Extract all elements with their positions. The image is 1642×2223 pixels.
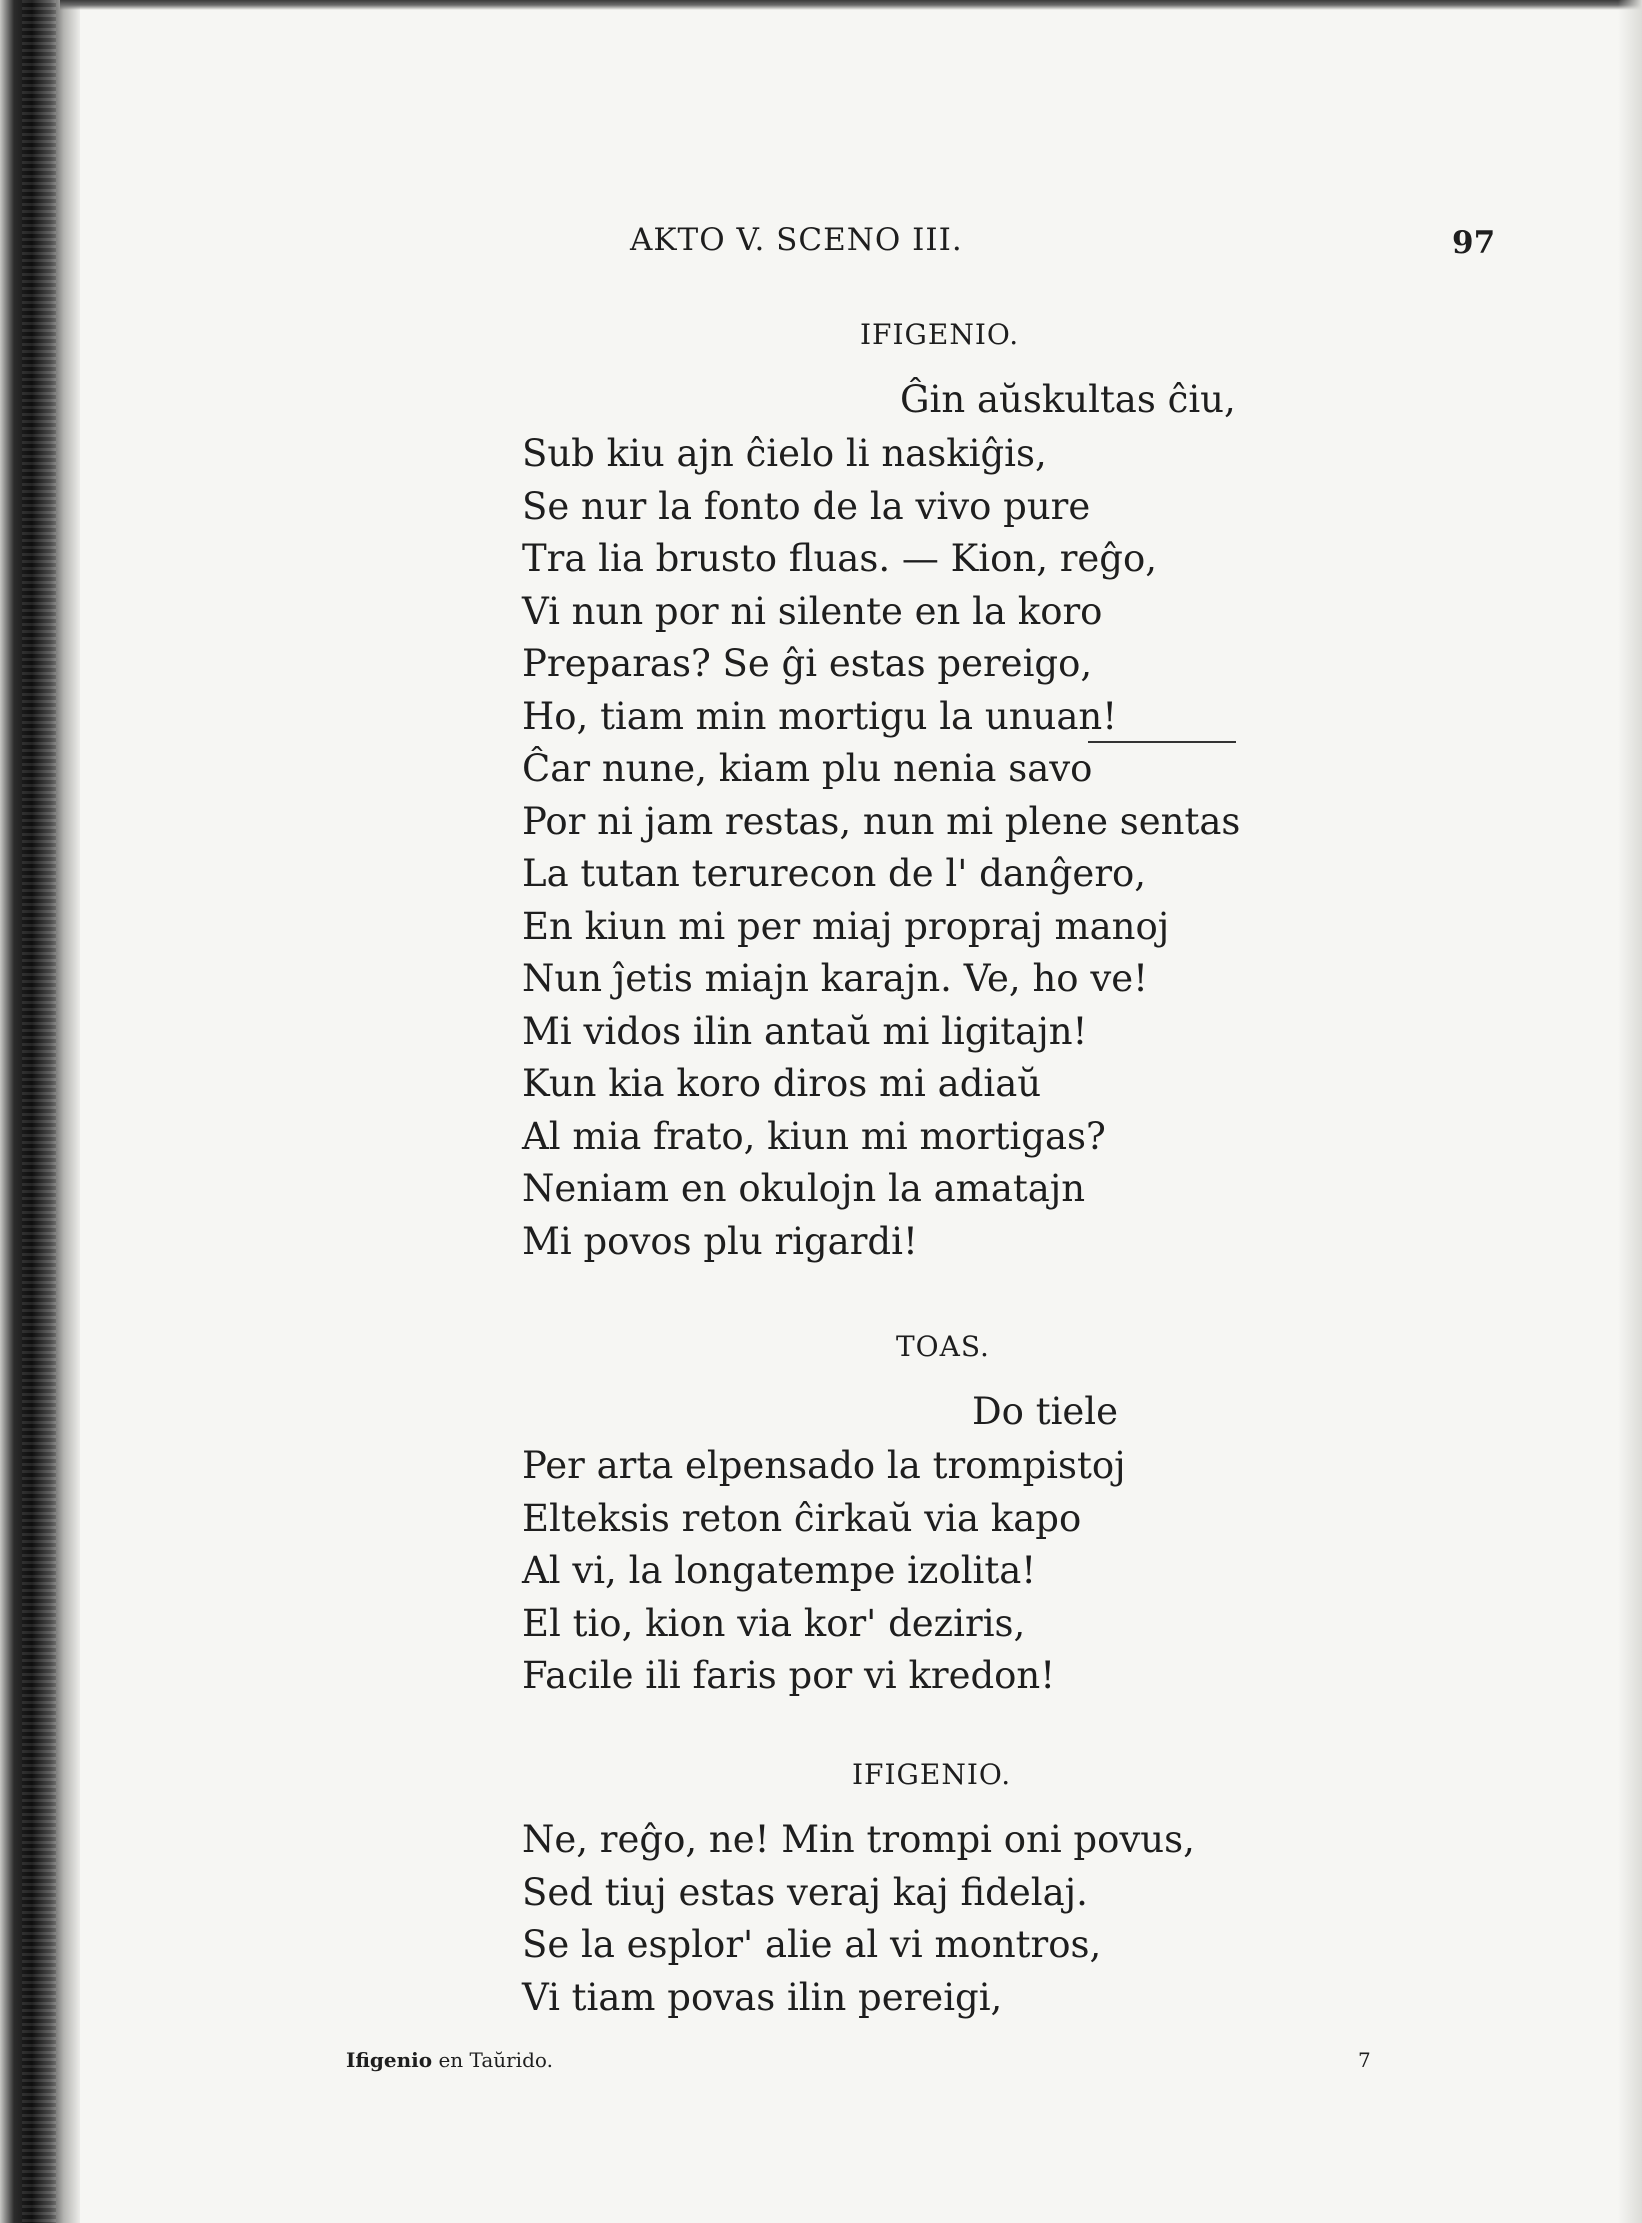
verse-continuation-line: Do tiele <box>972 1390 1119 1433</box>
verse-line: Sed tiuj estas veraj kaj fidelaj. <box>522 1870 1088 1914</box>
verse-line: Se nur la fonto de la vivo pure <box>522 484 1091 528</box>
verse-line: Por ni jam restas, nun mi plene sentas <box>522 799 1241 843</box>
book-spine-texture <box>22 0 56 2223</box>
verse-line: Vi nun por ni silente en la koro <box>522 589 1103 633</box>
verse-line: Al mia frato, kiun mi mortigas? <box>522 1114 1106 1158</box>
verse-line: Ne, reĝo, ne! Min trompi oni povus, <box>522 1818 1195 1861</box>
pencil-underline-mark <box>1088 741 1236 743</box>
verse-line: Ĉar nune, kiam plu nenia savo <box>522 747 1093 790</box>
verse-line: Sub kiu ajn ĉielo li naskiĝis, <box>522 432 1047 475</box>
verse-line: Mi vidos ilin antaŭ mi ligitajn! <box>522 1009 1088 1053</box>
verse-line: Tra lia brusto fluas. — Kion, reĝo, <box>522 537 1158 580</box>
speaker-name: IFIGENIO. <box>852 1758 1012 1791</box>
speaker-name: TOAS. <box>896 1330 990 1363</box>
verse-line: Se la esplor' alie al vi montros, <box>522 1923 1102 1966</box>
running-header: AKTO V. SCENO III. <box>630 222 963 258</box>
verse-line: Ho, tiam min mortigu la unuan! <box>522 694 1118 738</box>
verse-line: Per arta elpensado la trompistoj <box>522 1444 1126 1487</box>
page-top-edge <box>60 0 1642 10</box>
verse-line: Preparas? Se ĝi estas pereigo, <box>522 642 1093 685</box>
verse-continuation-line: Ĝin aŭskultas ĉiu, <box>900 378 1236 421</box>
footer-book-title-bold: Ifigenio <box>346 2048 433 2072</box>
page-number: 97 <box>1452 225 1496 261</box>
verse-line: La tutan terurecon de l' danĝero, <box>522 852 1147 895</box>
verse-line: Vi tiam povas ilin pereigi, <box>522 1975 1003 2019</box>
verse-line: Al vi, la longatempe izolita! <box>522 1549 1037 1592</box>
page-right-edge <box>1618 0 1642 2223</box>
verse-line: El tio, kion via kor' deziris, <box>522 1601 1026 1645</box>
verse-line: Neniam en okulojn la amatajn <box>522 1167 1086 1210</box>
verse-line: Mi povos plu rigardi! <box>522 1219 918 1263</box>
verse-line: Facile ili faris por vi kredon! <box>522 1654 1056 1697</box>
footer-book-title <box>346 2048 553 2072</box>
footer-book-title-rest: en Taŭrido. <box>432 2048 553 2072</box>
verse-line: Kun kia koro diros mi adiaŭ <box>522 1062 1042 1105</box>
verse-line: Nun ĵetis miajn karajn. Ve, ho ve! <box>522 957 1148 1000</box>
footer-signature-mark: 7 <box>1358 2048 1371 2072</box>
verse-block <box>522 428 1240 1268</box>
verse-line: En kiun mi per miaj propraj manoj <box>522 904 1170 948</box>
verse-line: Elteksis reton ĉirkaŭ via kapo <box>522 1496 1082 1540</box>
speaker-name: IFIGENIO. <box>860 318 1020 351</box>
verse-block <box>522 1440 1126 1703</box>
verse-block <box>522 1814 1195 2024</box>
